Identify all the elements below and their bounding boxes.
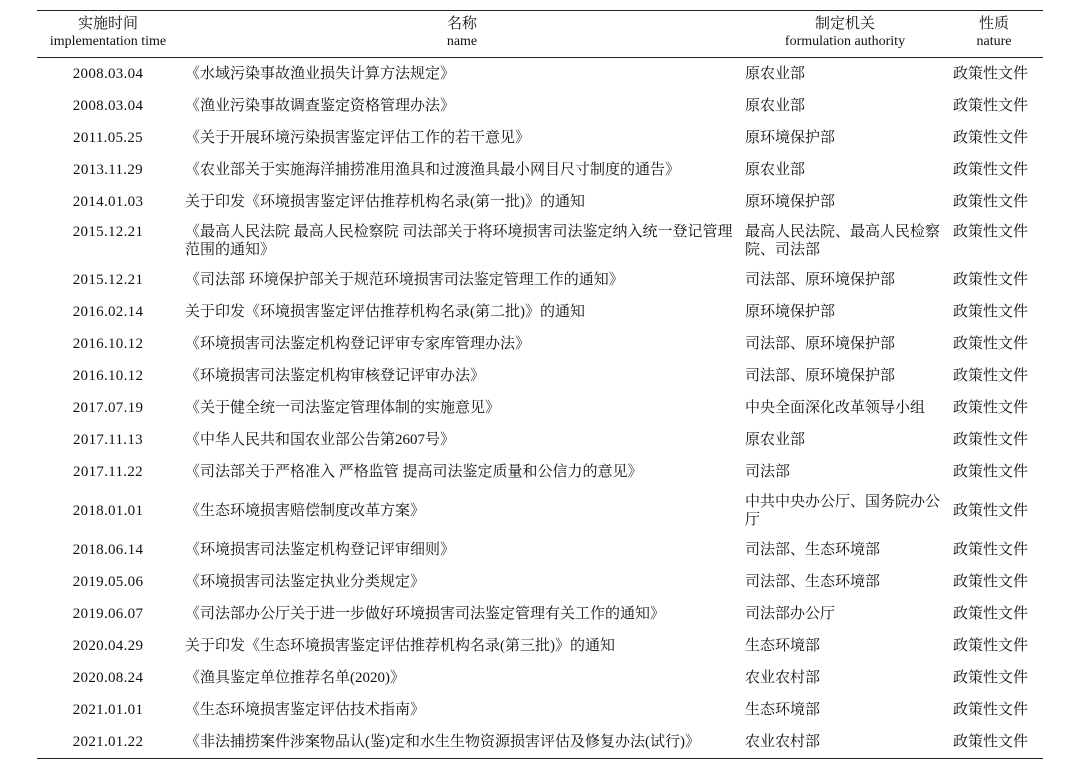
- cell-authority: 司法部、原环境保护部: [745, 368, 896, 384]
- cell-name: 关于印发《环境损害鉴定评估推荐机构名录(第一批)》的通知: [185, 194, 585, 210]
- table-row: [37, 296, 1043, 328]
- table-row: [37, 154, 1043, 186]
- cell-date: 2017.11.22: [73, 464, 143, 480]
- cell-name: 《环境损害司法鉴定机构登记评审细则》: [185, 542, 456, 558]
- header-nature-en: nature: [976, 34, 1012, 49]
- table-row: [37, 630, 1043, 662]
- cell-date: 2018.06.14: [72, 542, 144, 558]
- header-authority: [745, 11, 945, 58]
- cell-authority: 原环境保护部: [745, 194, 836, 210]
- cell-date: 2021.01.22: [72, 734, 144, 750]
- header-nature: [945, 11, 1043, 58]
- cell-nature: 政策性文件: [953, 638, 1029, 654]
- cell-name: 《司法部关于严格准入 严格监管 提高司法鉴定质量和公信力的意见》: [185, 464, 643, 480]
- cell-authority: 最高人民法院、最高人民检察院、司法部: [745, 224, 941, 258]
- regulation-table: [37, 10, 1043, 759]
- cell-name: 《环境损害司法鉴定执业分类规定》: [185, 574, 426, 590]
- cell-nature: 政策性文件: [953, 304, 1029, 320]
- cell-nature: 政策性文件: [953, 670, 1029, 686]
- cell-nature: 政策性文件: [953, 702, 1029, 718]
- header-name: [179, 11, 745, 58]
- header-authority-en: formulation authority: [784, 34, 906, 49]
- cell-nature: 政策性文件: [953, 98, 1029, 114]
- cell-nature: 政策性文件: [953, 272, 1029, 288]
- table-row: [37, 456, 1043, 488]
- cell-name: 《关于健全统一司法鉴定管理体制的实施意见》: [185, 400, 501, 416]
- cell-date: 2011.05.25: [73, 130, 143, 146]
- cell-name: 《司法部 环境保护部关于规范环境损害司法鉴定管理工作的通知》: [185, 272, 624, 288]
- cell-authority: 司法部、原环境保护部: [745, 272, 896, 288]
- cell-date: 2021.01.01: [72, 702, 144, 718]
- cell-name: 《生态环境损害赔偿制度改革方案》: [185, 503, 426, 519]
- header-date-en: implementation time: [49, 34, 167, 49]
- table-row: [37, 566, 1043, 598]
- cell-date: 2019.05.06: [72, 574, 144, 590]
- cell-authority: 原农业部: [745, 162, 806, 178]
- table-row: [37, 90, 1043, 122]
- cell-nature: 政策性文件: [953, 464, 1029, 480]
- table-row: [37, 218, 1043, 264]
- table-header: [37, 11, 1043, 58]
- table-row: [37, 534, 1043, 566]
- cell-nature: 政策性文件: [953, 162, 1029, 178]
- cell-authority: 原农业部: [745, 66, 806, 82]
- cell-authority: 中共中央办公厅、国务院办公厅: [745, 494, 941, 528]
- cell-name: 《关于开展环境污染损害鉴定评估工作的若干意见》: [185, 130, 531, 146]
- table-row: [37, 264, 1043, 296]
- cell-nature: 政策性文件: [953, 130, 1029, 146]
- cell-nature: 政策性文件: [953, 194, 1029, 210]
- cell-date: 2017.11.13: [73, 432, 143, 448]
- cell-authority: 司法部办公厅: [745, 606, 836, 622]
- cell-nature: 政策性文件: [953, 432, 1029, 448]
- cell-date: 2015.12.21: [72, 224, 144, 240]
- cell-date: 2017.07.19: [72, 400, 144, 416]
- table-row: [37, 694, 1043, 726]
- cell-date: 2016.10.12: [72, 368, 144, 384]
- cell-nature: 政策性文件: [953, 734, 1029, 750]
- cell-date: 2020.08.24: [72, 670, 144, 686]
- header-authority-zh: 制定机关: [814, 16, 875, 32]
- table-row: [37, 58, 1043, 91]
- header-date-zh: 实施时间: [77, 16, 138, 32]
- cell-name: 《司法部办公厅关于进一步做好环境损害司法鉴定管理有关工作的通知》: [185, 606, 666, 622]
- cell-name: 《最高人民法院 最高人民检察院 司法部关于将环境损害司法鉴定纳入统一登记管理范围的通知》: [185, 224, 733, 258]
- cell-nature: 政策性文件: [953, 574, 1029, 590]
- cell-name: 《非法捕捞案件涉案物品认(鉴)定和水生生物资源损害评估及修复办法(试行)》: [185, 734, 700, 750]
- header-row: [37, 11, 1043, 58]
- cell-authority: 司法部、生态环境部: [745, 542, 881, 558]
- cell-authority: 原农业部: [745, 98, 806, 114]
- cell-authority: 原环境保护部: [745, 304, 836, 320]
- cell-authority: 农业农村部: [745, 734, 821, 750]
- cell-authority: 司法部、生态环境部: [745, 574, 881, 590]
- cell-name: 《渔具鉴定单位推荐名单(2020)》: [185, 670, 405, 686]
- cell-name: 《农业部关于实施海洋捕捞准用渔具和过渡渔具最小网目尺寸制度的通告》: [185, 162, 681, 178]
- table-row: [37, 186, 1043, 218]
- cell-date: 2008.03.04: [72, 98, 144, 114]
- cell-name: 《渔业污染事故调查鉴定资格管理办法》: [185, 98, 456, 114]
- header-name-en: name: [446, 34, 478, 49]
- cell-nature: 政策性文件: [953, 66, 1029, 82]
- header-nature-zh: 性质: [978, 16, 1009, 32]
- cell-authority: 司法部、原环境保护部: [745, 336, 896, 352]
- cell-date: 2014.01.03: [72, 194, 144, 210]
- cell-authority: 原环境保护部: [745, 130, 836, 146]
- cell-nature: 政策性文件: [953, 400, 1029, 416]
- table-row: [37, 598, 1043, 630]
- table-row: [37, 424, 1043, 456]
- cell-name: 《环境损害司法鉴定机构审核登记评审办法》: [185, 368, 486, 384]
- table-row: [37, 662, 1043, 694]
- table-row: [37, 122, 1043, 154]
- cell-name: 关于印发《环境损害鉴定评估推荐机构名录(第二批)》的通知: [185, 304, 585, 320]
- cell-date: 2013.11.29: [73, 162, 143, 178]
- cell-date: 2016.10.12: [72, 336, 144, 352]
- cell-nature: 政策性文件: [953, 606, 1029, 622]
- header-date: [37, 11, 179, 58]
- cell-nature: 政策性文件: [953, 503, 1029, 519]
- cell-nature: 政策性文件: [953, 368, 1029, 384]
- cell-nature: 政策性文件: [953, 224, 1029, 240]
- regulation-table-container: [37, 10, 1043, 759]
- cell-date: 2019.06.07: [72, 606, 144, 622]
- cell-authority: 司法部: [745, 464, 791, 480]
- cell-authority: 生态环境部: [745, 702, 821, 718]
- cell-name: 《中华人民共和国农业部公告第2607号》: [185, 432, 456, 448]
- table-row: [37, 328, 1043, 360]
- cell-name: 《水域污染事故渔业损失计算方法规定》: [185, 66, 456, 82]
- table-row: [37, 392, 1043, 424]
- cell-date: 2015.12.21: [72, 272, 144, 288]
- cell-authority: 原农业部: [745, 432, 806, 448]
- cell-date: 2018.01.01: [72, 503, 144, 519]
- cell-authority: 生态环境部: [745, 638, 821, 654]
- cell-authority: 中央全面深化改革领导小组: [745, 400, 926, 416]
- table-row: [37, 488, 1043, 534]
- table-row: [37, 726, 1043, 759]
- cell-name: 关于印发《生态环境损害鉴定评估推荐机构名录(第三批)》的通知: [185, 638, 615, 654]
- cell-authority: 农业农村部: [745, 670, 821, 686]
- table-body: [37, 58, 1043, 759]
- cell-nature: 政策性文件: [953, 336, 1029, 352]
- header-name-zh: 名称: [446, 16, 477, 32]
- cell-date: 2020.04.29: [72, 638, 144, 654]
- cell-name: 《环境损害司法鉴定机构登记评审专家库管理办法》: [185, 336, 531, 352]
- cell-date: 2008.03.04: [72, 66, 144, 82]
- table-row: [37, 360, 1043, 392]
- cell-nature: 政策性文件: [953, 542, 1029, 558]
- cell-date: 2016.02.14: [72, 304, 144, 320]
- cell-name: 《生态环境损害鉴定评估技术指南》: [185, 702, 426, 718]
